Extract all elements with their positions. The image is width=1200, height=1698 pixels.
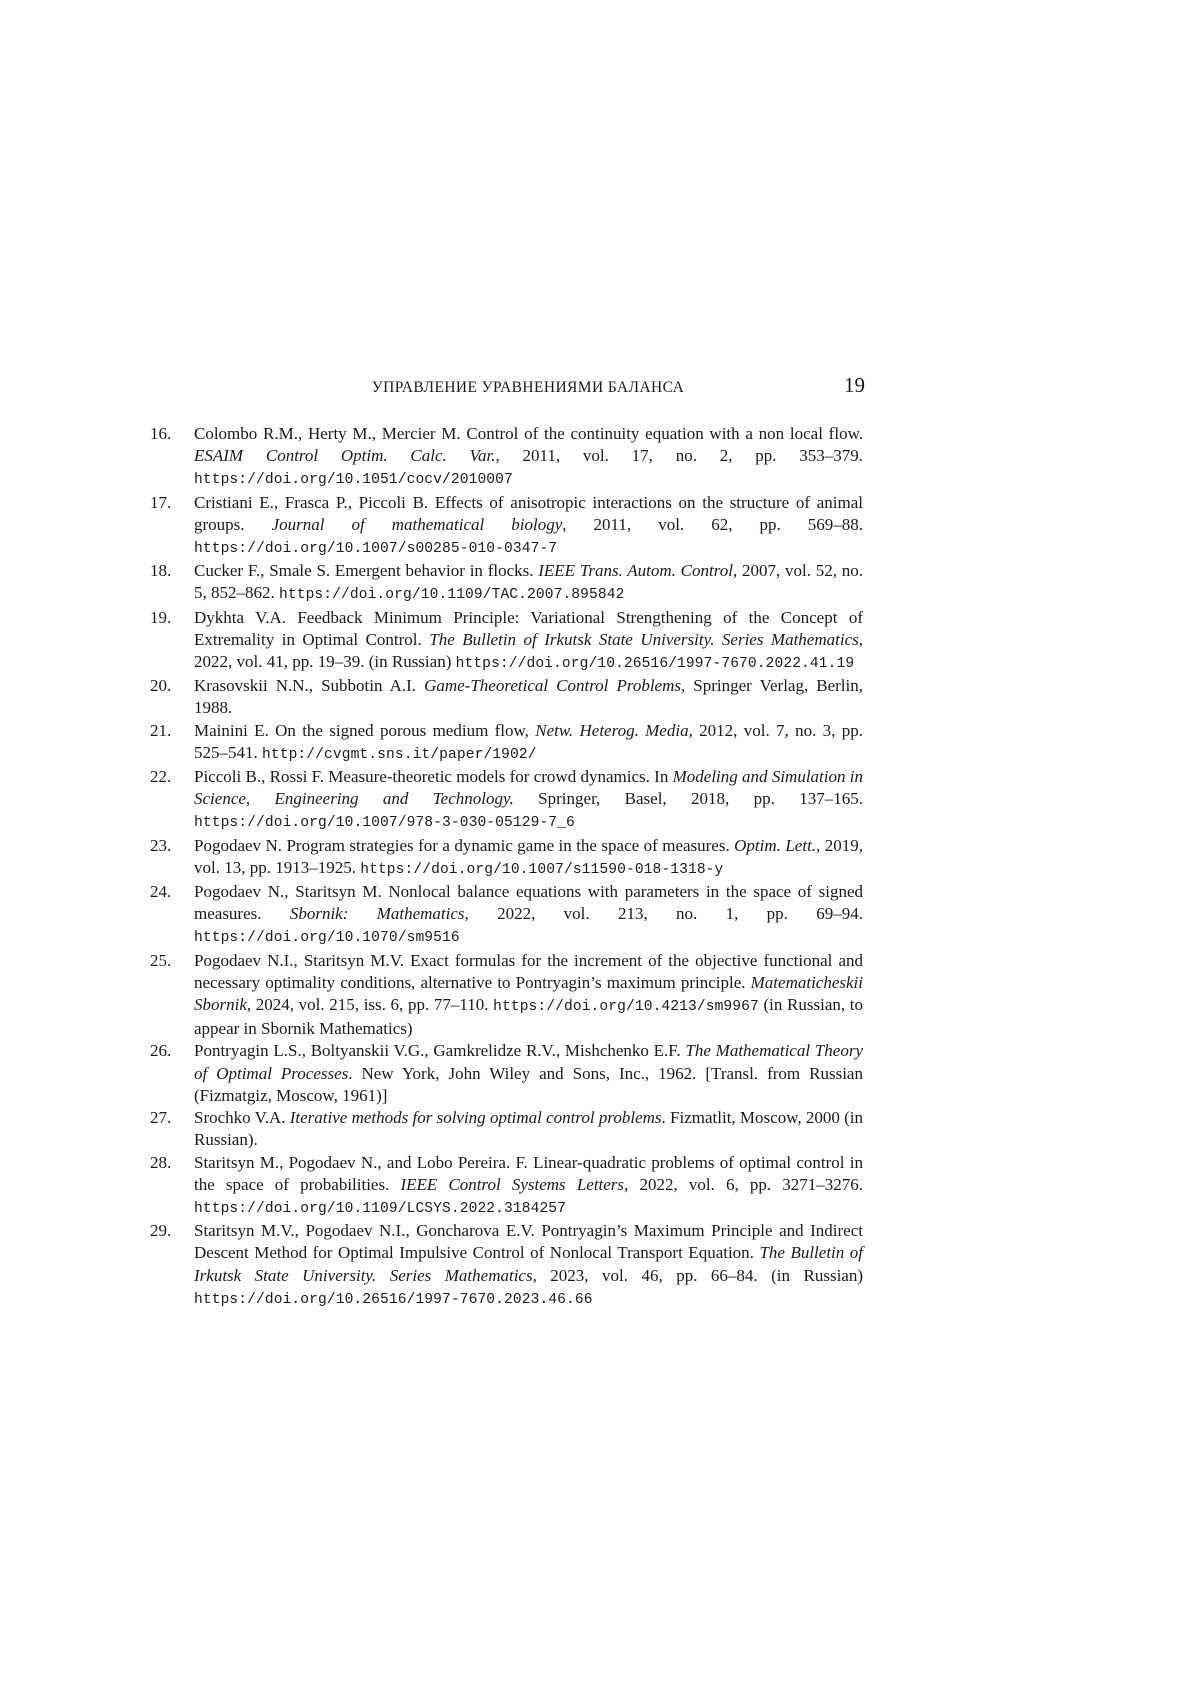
reference-number: 18. (150, 560, 171, 582)
reference-text: Springer Verlag, Berlin, 1988. (194, 676, 863, 717)
doi-link[interactable]: https://doi.org/10.1109/TAC.2007.895842 (279, 587, 624, 603)
reference-source-title: IEEE Control Systems Letters (400, 1175, 624, 1194)
reference-text: Krasovskii N.N., Subbotin A.I. (194, 676, 424, 695)
doi-link[interactable]: https://doi.org/10.1007/s00285-010-0347-7 (194, 541, 557, 557)
reference-text: , 2007, vol. 52, no. 5, 852–862. (194, 561, 863, 602)
reference-item (150, 1152, 863, 1221)
reference-text: , 2019, vol. 13, pp. 1913–1925. (194, 836, 863, 877)
reference-item (150, 881, 863, 950)
reference-source-title: IEEE Trans. Autom. Control (538, 561, 733, 580)
doi-link[interactable]: https://doi.org/10.26516/1997-7670.2023.46.66 (194, 1292, 593, 1308)
reference-text: Cristiani E., Frasca P., Piccoli B. Effects of anisotropic interactions on the structure of animal groups. (194, 493, 863, 534)
reference-text: , 2024, vol. 215, iss. 6, pp. 77–110. (247, 995, 493, 1014)
reference-number: 24. (150, 881, 171, 903)
reference-text: Pontryagin L.S., Boltyanskii V.G., Gamkrelidze R.V., Mishchenko E.F. (194, 1041, 685, 1060)
doi-link[interactable]: https://doi.org/10.1051/cocv/2010007 (194, 472, 513, 488)
reference-item (150, 1040, 863, 1107)
reference-text: Pogodaev N., Staritsyn M. Nonlocal balance equations with parameters in the space of signed measures. (194, 882, 863, 923)
reference-text: , 2023, vol. 46, pp. 66–84. (in Russian) (533, 1266, 863, 1285)
reference-text: Piccoli B., Rossi F. Measure-theoretic models for crowd dynamics. In (194, 767, 673, 786)
reference-item (150, 675, 863, 719)
reference-item (150, 560, 863, 606)
reference-item (150, 607, 863, 676)
reference-source-title: Sbornik: Mathematics (290, 904, 465, 923)
reference-item (150, 835, 863, 881)
reference-text: . Fizmatlit, Moscow, 2000 (in Russian). (194, 1108, 863, 1149)
reference-text: Mainini E. On the signed porous medium flow, (194, 721, 535, 740)
reference-number: 20. (150, 675, 171, 697)
reference-source-title: The Bulletin of Irkutsk State University. Series Mathematics (194, 1243, 863, 1284)
doi-link[interactable]: https://doi.org/10.26516/1997-7670.2022.41.19 (456, 656, 855, 672)
doi-link[interactable]: https://doi.org/10.4213/sm9967 (493, 999, 759, 1015)
reference-item (150, 1107, 863, 1151)
reference-text: , 2022, vol. 6, pp. 3271–3276. (624, 1175, 863, 1194)
reference-text: , 2011, vol. 17, no. 2, pp. 353–379. (496, 446, 863, 465)
reference-number: 21. (150, 720, 171, 742)
doi-link[interactable]: https://doi.org/10.1070/sm9516 (194, 930, 460, 946)
reference-text: , 2011, vol. 62, pp. 569–88. (562, 515, 863, 534)
reference-text: Dykhta V.A. Feedback Minimum Principle: Variational Strengthening of the Concept of Extremality in Optimal Control. (194, 608, 863, 649)
doi-link[interactable]: https://doi.org/10.1007/s11590-018-1318-y (360, 862, 723, 878)
reference-text: , 2022, vol. 213, no. 1, pp. 69–94. (465, 904, 863, 923)
running-title: УПРАВЛЕНИЕ УРАВНЕНИЯМИ БАЛАНСА (193, 379, 863, 397)
reference-text: , 2012, vol. 7, no. 3, pp. 525–541. (194, 721, 863, 762)
reference-text: Cucker F., Smale S. Emergent behavior in flocks. (194, 561, 538, 580)
reference-number: 22. (150, 766, 171, 788)
reference-source-title: Game-Theoretical Control Problems, (424, 676, 685, 695)
reference-source-title: Netw. Heterog. Media (535, 721, 688, 740)
reference-item (150, 1220, 863, 1311)
reference-item (150, 423, 863, 492)
reference-number: 17. (150, 492, 171, 514)
reference-list (150, 423, 863, 1311)
page-number: 19 (844, 373, 865, 398)
reference-source-title: ESAIM Control Optim. Calc. Var. (194, 446, 496, 465)
reference-text: . New York, John Wiley and Sons, Inc., 1962. [Transl. from Russian (Fizmatgiz, Moscow, 1961)] (194, 1064, 863, 1105)
reference-number: 26. (150, 1040, 171, 1062)
reference-number: 27. (150, 1107, 171, 1129)
reference-number: 25. (150, 950, 171, 972)
reference-source-title: The Bulletin of Irkutsk State University. Series Mathematics (429, 630, 859, 649)
reference-text: Staritsyn M.V., Pogodaev N.I., Goncharova E.V. Pontryagin’s Maximum Principle and Indirect Descent Method for Optimal Impulsive Control of Nonlocal Transport Equation. (194, 1221, 863, 1262)
reference-text: , 2022, vol. 41, pp. 19–39. (in Russian) (194, 630, 863, 671)
reference-number: 16. (150, 423, 171, 445)
reference-source-title: Modeling and Simulation in Science, Engineering and Technology. (194, 767, 863, 808)
reference-text: (in Russian, to appear in Sbornik Mathematics) (194, 995, 863, 1038)
reference-text: Pogodaev N.I., Staritsyn M.V. Exact formulas for the increment of the objective functional and necessary optimality conditions, alternative to Pontryagin’s maximum principle. (194, 951, 863, 992)
reference-source-title: The Mathematical Theory of Optimal Processes (194, 1041, 863, 1082)
reference-source-title: Matematicheskii Sbornik (194, 973, 863, 1014)
reference-item (150, 766, 863, 835)
reference-text: Pogodaev N. Program strategies for a dynamic game in the space of measures. (194, 836, 734, 855)
reference-source-title: Optim. Lett. (734, 836, 816, 855)
reference-number: 19. (150, 607, 171, 629)
doi-link[interactable]: https://doi.org/10.1007/978-3-030-05129-7_6 (194, 815, 575, 831)
reference-number: 29. (150, 1220, 171, 1242)
reference-number: 28. (150, 1152, 171, 1174)
page (0, 0, 1200, 1698)
reference-number: 23. (150, 835, 171, 857)
running-head (193, 376, 863, 400)
reference-text: Colombo R.M., Herty M., Mercier M. Control of the continuity equation with a non local flow. (194, 424, 863, 443)
doi-link[interactable]: https://doi.org/10.1109/LCSYS.2022.3184257 (194, 1201, 566, 1217)
doi-link[interactable]: http://cvgmt.sns.it/paper/1902/ (262, 747, 537, 763)
reference-item (150, 950, 863, 1041)
reference-source-title: Journal of mathematical biology (272, 515, 563, 534)
reference-item (150, 720, 863, 766)
reference-item (150, 492, 863, 561)
reference-text: Staritsyn M., Pogodaev N., and Lobo Pereira. F. Linear-quadratic problems of optimal control in the space of probabilities. (194, 1153, 863, 1194)
reference-text: Srochko V.A. (194, 1108, 290, 1127)
reference-source-title: Iterative methods for solving optimal control problems (290, 1108, 662, 1127)
reference-text: Springer, Basel, 2018, pp. 137–165. (514, 789, 863, 808)
